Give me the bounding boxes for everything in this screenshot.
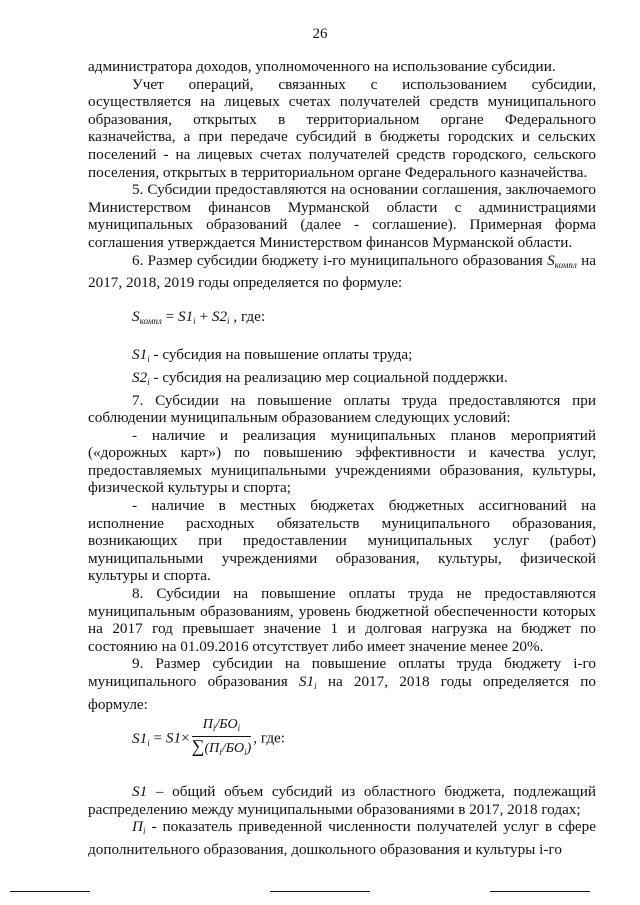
paragraph-1: администратора доходов, уполномоченного на использование субсидии. <box>88 58 556 75</box>
footer-rule-left <box>10 891 90 892</box>
definition-s1-total: S1 – общий объем субсидий из областного бюджета, подлежащий распределению между муниципальными образованиями в 2017, 2018 годах; <box>88 783 597 818</box>
definition-s2: $S2_i$ - субсидия на реализацию мер социальной поддержки. <box>132 368 508 387</box>
definition-p: $П_i$ - показатель приведенной численности получателей услуг в сфере дополнительного образования, дошкольного образования и культуры i-го <box>88 818 596 858</box>
footer-rule-center <box>270 891 370 892</box>
footer-rule-right <box>490 891 590 892</box>
document-body <box>88 58 596 859</box>
paragraph-8: 8. Субсидии на повышение оплаты труда не предоставляются муниципальным образованиям, уровень бюджетной обеспеченности которых на 2017 год превышает значение 1 и долговая нагрузка на бюджет по состоянию на 01.09.2016 отсутствует либо имеет значение менее 20%. <box>88 585 596 655</box>
paragraph-2: Учет операций, связанных с использованием субсидии, осуществляется на лицевых счетах получателей средств муниципального образования, открытых в территориальном органе Федерального казначейства, а при передаче субсидий в бюджеты городских и сельских поселений - на лицевых счетах получателей средств городского, сельского поселения, открытых в территориальном органе Федерального казначейства. <box>88 75 596 181</box>
page-number: 26 <box>312 26 328 42</box>
definition-s1: $S1_i$ - субсидия на повышение оплаты труда; <box>132 346 413 365</box>
paragraph-6 <box>88 252 596 292</box>
condition-2: - наличие в местных бюджетах бюджетных ассигнований на исполнение расходных обязательств муниципального образования, возникающих при предоставлении муниципальных услуг (работ) муниципальными учреждениями образования, культуры, физической культуры и спорта. <box>88 497 596 585</box>
formula-1: $S_{компл} = S1_i + S2_i$ , где: <box>132 307 266 326</box>
formula-symbol-s: $S_{компл}$ <box>547 251 577 270</box>
paragraph-9: 9. Размер субсидии на повышение оплаты труда бюджету i-го муниципального образования $S1_i$ на 2017, 2018 годы определяется по формуле: <box>88 655 597 713</box>
formula-fraction: $\frac{П_i/БО_i}{\sum(П_i/БО_i)}$ <box>191 717 252 758</box>
condition-1: - наличие и реализация муниципальных планов мероприятий («дорожных карт») по повышению эффективности и качества услуг, предоставляемых муниципальными учреждениями образования, культуры, физической культуры и спорта; <box>88 426 596 497</box>
paragraph-6-text: 6. Размер субсидии бюджету i-го муниципального образования <box>132 251 543 269</box>
formula-2: $S1_i = S1\times$ $\frac{П_i/БО_i}{\sum(П_i/БО_i)}$ , где: <box>88 717 596 761</box>
paragraph-6-text-end: на 2017, 2018, 2019 годы определяется по формуле: <box>88 251 597 292</box>
paragraph-5: 5. Субсидии предоставляются на основании соглашения, заключаемого Министерством финансов Мурманской области с администрациями муниципальных образований (далее - соглашение). Примерная форма соглашения утверждается Министерством финансов Мурманской области. <box>88 181 596 251</box>
paragraph-7: 7. Субсидии на повышение оплаты труда предоставляются при соблюдении муниципальным образованием следующих условий: <box>88 391 596 427</box>
